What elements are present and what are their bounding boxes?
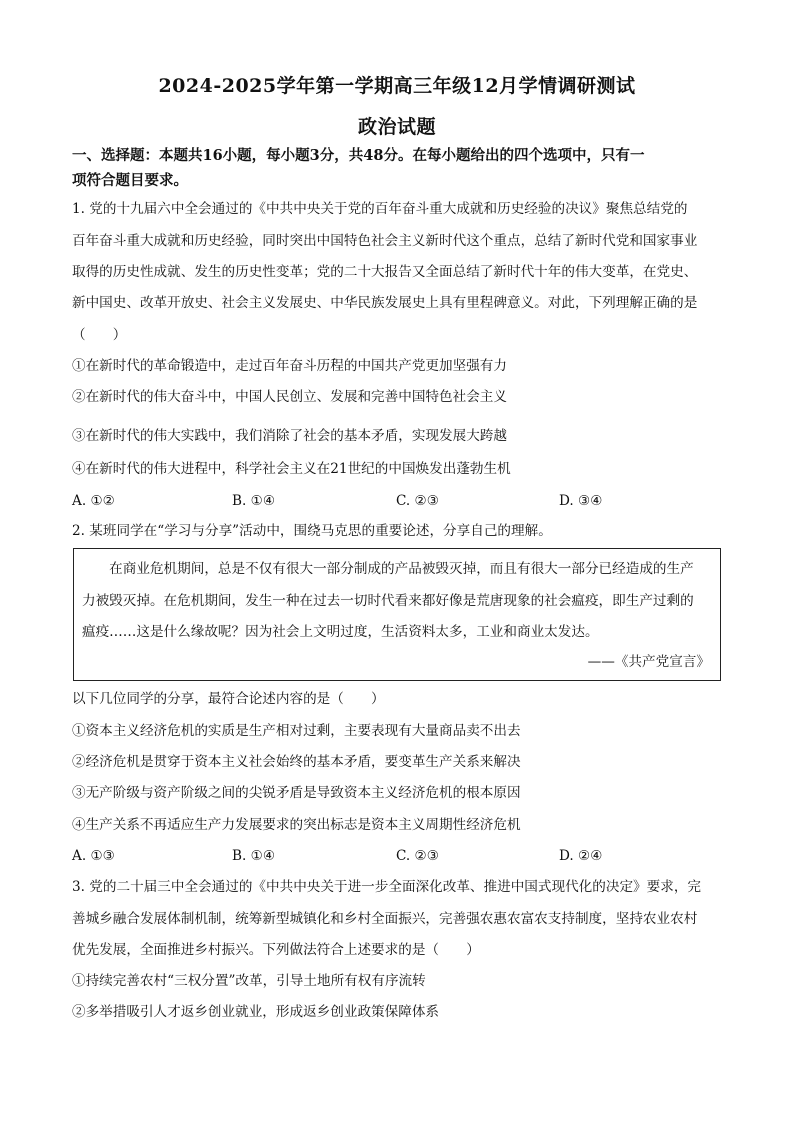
- q3-item-2: ②多举措吸引人才返乡创业就业，形成返乡创业政策保障体系: [72, 1004, 440, 1020]
- q1-options: [72, 491, 724, 511]
- q2-options: [72, 846, 724, 866]
- q1-stem-line-2: 百年奋斗重大成就和历史经验，同时突出中国特色社会主义新时代这个重点，总结了新时代党和国家事业: [72, 233, 698, 249]
- q1-stem-line-4: 新中国史、改革开放史、社会主义发展史、中华民族发展史上具有里程碑意义。对此，下列理解正确的是: [72, 295, 698, 311]
- section-heading-line-2: 项符合题目要求。: [72, 172, 188, 189]
- q1-item-3: ③在新时代的伟大实践中，我们消除了社会的基本矛盾，实现发展大跨越: [72, 428, 507, 444]
- q2-quote-line-1: 在商业危机期间，总是不仅有很大一部分制成的产品被毁灭掉，而且有很大一部分已经造成的生产: [82, 561, 694, 577]
- q1-option-c: C. ②③: [396, 493, 439, 509]
- q1-item-1: ①在新时代的革命锻造中，走过百年奋斗历程的中国共产党更加坚强有力: [72, 358, 507, 374]
- q3-stem-line-3: 优先发展，全面推进乡村振兴。下列做法符合上述要求的是（ ）: [72, 942, 480, 958]
- q2-item-1: ①资本主义经济危机的实质是生产相对过剩，主要表现有大量商品卖不出去: [72, 723, 521, 739]
- q2-question: 以下几位同学的分享，最符合论述内容的是（ ）: [72, 691, 385, 707]
- q1-stem-line-1: 1. 党的十九届六中全会通过的《中共中央关于党的百年奋斗重大成就和历史经验的决议》聚焦总结党的: [72, 201, 688, 217]
- q2-option-b: B. ①④: [232, 848, 276, 864]
- q3-stem-line-2: 善城乡融合发展体制机制，统筹新型城镇化和乡村全面振兴，完善强农惠农富农支持制度，坚持农业农村: [72, 911, 698, 927]
- q2-item-3: ③无产阶级与资产阶级之间的尖锐矛盾是导致资本主义经济危机的根本原因: [72, 785, 521, 801]
- q1-stem-line-5: （ ）: [72, 327, 127, 343]
- q2-option-c: C. ②③: [396, 848, 439, 864]
- q3-stem-line-1: 3. 党的二十届三中全会通过的《中共中央关于进一步全面深化改革、推进中国式现代化的决定》要求，完: [72, 879, 702, 895]
- q1-option-b: B. ①④: [232, 493, 276, 509]
- q2-quote-box: [73, 548, 721, 681]
- q2-item-2: ②经济危机是贯穿于资本主义社会始终的基本矛盾，要变革生产关系来解决: [72, 754, 521, 770]
- q1-item-4: ④在新时代的伟大进程中，科学社会主义在21世纪的中国焕发出蓬勃生机: [72, 461, 511, 477]
- q2-stem: 2. 某班同学在“学习与分享”活动中，围绕马克思的重要论述，分享自己的理解。: [72, 523, 552, 539]
- q1-stem-line-3: 取得的历史性成就、发生的历史性变革；党的二十大报告又全面总结了新时代十年的伟大变革，在党史、: [72, 264, 698, 280]
- q2-quote-line-2: 力被毁灭掉。在危机期间，发生一种在过去一切时代看来都好像是荒唐现象的社会瘟疫，即生产过剩的: [82, 593, 694, 609]
- section-heading-line-1: 一、选择题：本题共16小题，每小题3分，共48分。在每小题给出的四个选项中，只有一: [72, 147, 645, 164]
- q1-option-a: A. ①②: [72, 493, 115, 509]
- q2-quote-line-3: 瘟疫……这是什么缘故呢？因为社会上文明过度，生活资料太多，工业和商业太发达。: [82, 624, 599, 640]
- exam-subject: 政治试题: [357, 116, 436, 138]
- q1-option-d: D. ③④: [559, 493, 603, 509]
- exam-title: 2024-2025学年第一学期高三年级12月学情调研测试: [158, 75, 636, 97]
- q2-option-d: D. ②④: [559, 848, 603, 864]
- q2-quote-source: ——《共产党宣言》: [587, 654, 710, 670]
- q1-item-2: ②在新时代的伟大奋斗中，中国人民创立、发展和完善中国特色社会主义: [72, 389, 507, 405]
- q2-item-4: ④生产关系不再适应生产力发展要求的突出标志是资本主义周期性经济危机: [72, 817, 521, 833]
- q2-option-a: A. ①③: [72, 848, 115, 864]
- q3-item-1: ①持续完善农村“三权分置”改革，引导土地所有权有序流转: [72, 973, 426, 989]
